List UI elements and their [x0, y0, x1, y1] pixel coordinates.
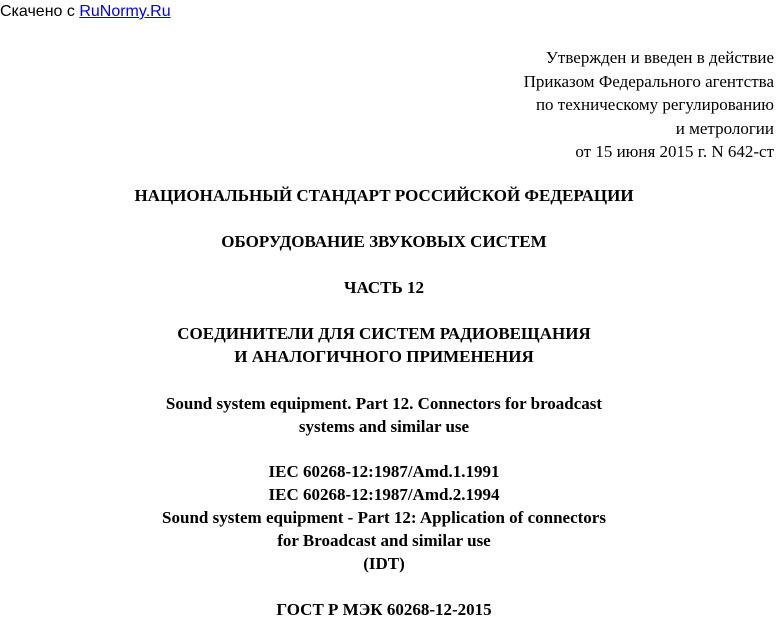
iec-line: (IDT)	[363, 554, 405, 573]
national-standard-text: НАЦИОНАЛЬНЫЙ СТАНДАРТ РОССИЙСКОЙ ФЕДЕРАЦИИ	[134, 186, 634, 205]
subtitle-line: И АНАЛОГИЧНОГО ПРИМЕНЕНИЯ	[234, 347, 534, 366]
iec-reference-block	[0, 460, 768, 575]
download-source-prefix: Скачено с	[0, 3, 80, 20]
part-heading	[0, 276, 768, 299]
english-title-line: systems and similar use	[298, 417, 470, 436]
iec-line: Sound system equipment - Part 12: Application of connectors	[162, 508, 606, 527]
gost-designation-text: ГОСТ Р МЭК 60268-12-2015	[276, 600, 492, 619]
iec-line: for Broadcast and similar use	[277, 531, 491, 550]
title-equipment-text: ОБОРУДОВАНИЕ ЗВУКОВЫХ СИСТЕМ	[221, 232, 547, 251]
english-title-line: Sound system equipment. Part 12. Connectors for broadcast	[165, 394, 603, 413]
runormy-link[interactable]: RuNormy.Ru	[79, 3, 171, 20]
gost-designation-heading	[0, 598, 768, 621]
approval-line: по техническому регулированию	[535, 95, 774, 114]
english-title-block	[0, 392, 768, 438]
national-standard-heading	[0, 184, 768, 207]
approval-line: Приказом Федерального агентства	[523, 71, 774, 91]
iec-line: IEC 60268-12:1987/Amd.1.1991	[268, 462, 500, 481]
approval-line: Утвержден и введен в действие	[545, 48, 774, 67]
approval-line: от 15 июня 2015 г. N 642-ст	[575, 142, 774, 161]
approval-line: и метрологии	[675, 118, 774, 138]
part-text: ЧАСТЬ 12	[343, 278, 424, 297]
approval-block	[524, 46, 774, 164]
download-source-line	[0, 2, 171, 22]
title-equipment-heading	[0, 230, 768, 253]
iec-line: IEC 60268-12:1987/Amd.2.1994	[268, 485, 500, 504]
subtitle-heading	[0, 322, 768, 368]
subtitle-line: СОЕДИНИТЕЛИ ДЛЯ СИСТЕМ РАДИОВЕЩАНИЯ	[177, 324, 591, 343]
